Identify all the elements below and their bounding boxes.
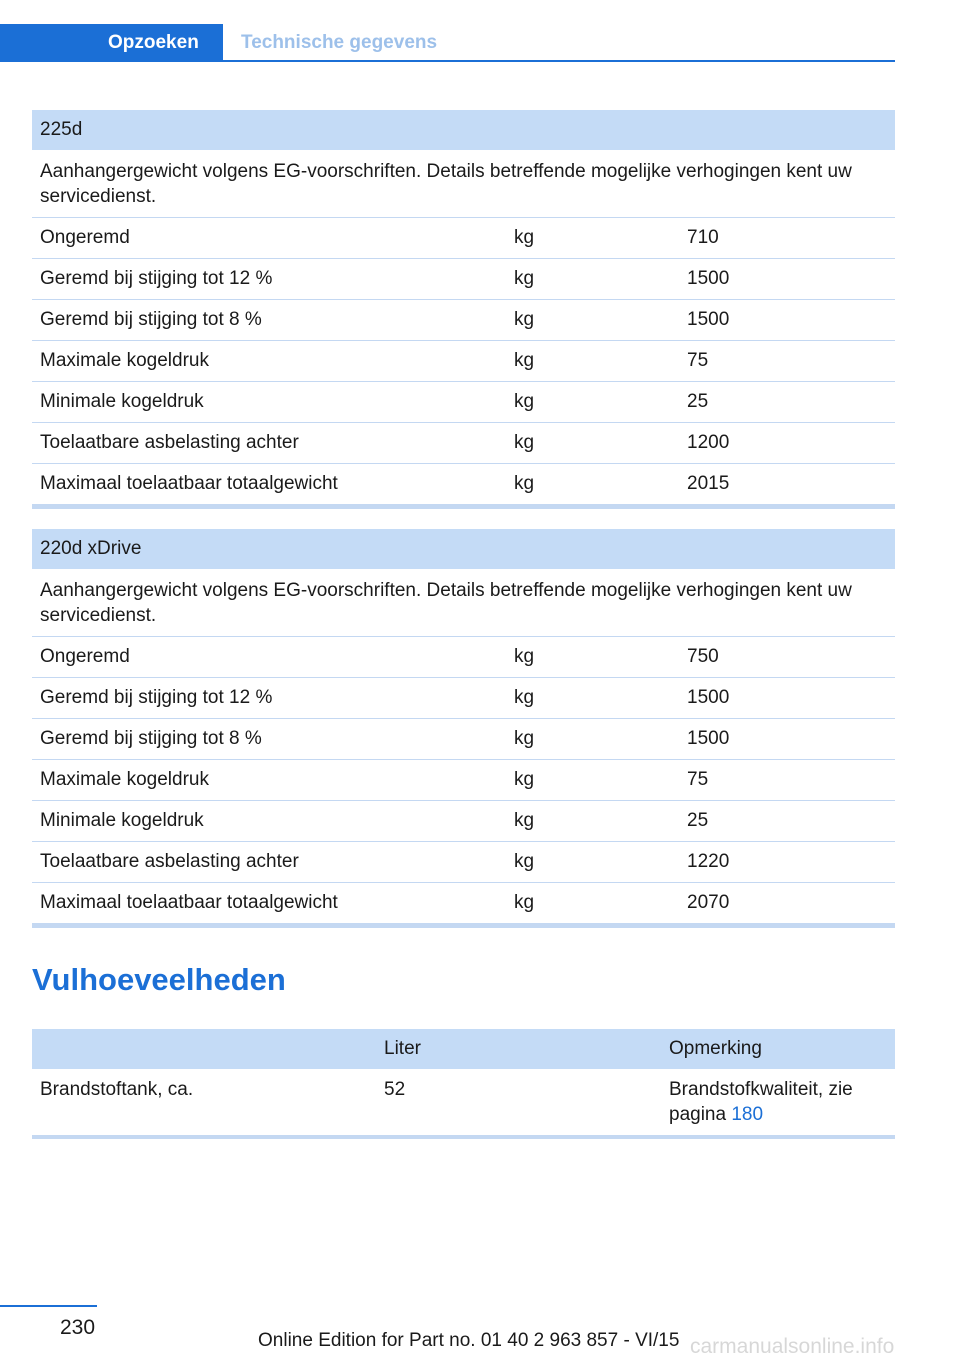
row-value: 710 [687, 227, 719, 248]
row-unit: kg [514, 687, 535, 708]
row-value: 2070 [687, 892, 730, 913]
row-label: Ongeremd [40, 227, 130, 248]
row-unit: kg [514, 646, 535, 667]
table-row [32, 423, 895, 464]
row-value: 25 [687, 391, 709, 412]
fill-quantities-table [32, 1029, 895, 1139]
row-label: Geremd bij stijging tot 12 % [40, 687, 273, 708]
row-value: 1200 [687, 432, 730, 453]
row-unit: kg [514, 728, 535, 749]
row-label: Geremd bij stijging tot 12 % [40, 268, 273, 289]
row-unit: kg [514, 892, 535, 913]
remark-text: Brandstofkwaliteit, zie pagina [669, 1079, 853, 1125]
row-unit: kg [514, 810, 535, 831]
row-label: Toelaatbare asbelasting achter [40, 432, 299, 453]
page-number: 230 [60, 1316, 96, 1339]
row-label: Maximale kogeldruk [40, 350, 209, 371]
row-unit: kg [514, 851, 535, 872]
row-value: 1500 [687, 687, 730, 708]
header-divider [0, 60, 895, 62]
row-unit: kg [514, 268, 535, 289]
table-row [32, 1069, 895, 1135]
footer-rule [0, 1305, 97, 1307]
section-title: Vulhoeveelheden [32, 962, 286, 997]
table-row [32, 842, 895, 883]
row-value: 2015 [687, 473, 730, 494]
column-header-remark: Opmerking [669, 1038, 762, 1059]
row-unit: kg [514, 432, 535, 453]
row-value: 750 [687, 646, 719, 667]
table-end-rule [32, 1135, 895, 1139]
table-row [32, 464, 895, 505]
row-unit: kg [514, 769, 535, 790]
table-row [32, 341, 895, 382]
table-row [32, 760, 895, 801]
table-title: 220d xDrive [40, 538, 142, 559]
header-bar [0, 24, 895, 62]
edition-text: Online Edition for Part no. 01 40 2 963 857 - VI/15 [258, 1330, 680, 1351]
table-description: Aanhangergewicht volgens EG-voorschriften. Details betreffende mogelijke verhogingen kent uw servicedienst. [32, 569, 895, 637]
table-description: Aanhangergewicht volgens EG-voorschriften. Details betreffende mogelijke verhogingen kent uw servicedienst. [32, 150, 895, 218]
tab-opzoeken[interactable]: Opzoeken [0, 24, 223, 62]
row-label: Maximaal toelaatbaar totaalgewicht [40, 473, 338, 494]
row-unit: kg [514, 227, 535, 248]
row-unit: kg [514, 391, 535, 412]
row-value: 75 [687, 350, 709, 371]
spec-table-220d-xdrive [32, 529, 895, 928]
row-liter: 52 [384, 1079, 406, 1100]
table-row [32, 678, 895, 719]
table-row [32, 719, 895, 760]
table-end-rule [32, 505, 895, 509]
row-value: 1500 [687, 268, 730, 289]
table-header [32, 529, 895, 569]
spec-table-225d [32, 110, 895, 509]
row-remark [669, 1077, 889, 1127]
row-label: Minimale kogeldruk [40, 391, 204, 412]
row-value: 1500 [687, 728, 730, 749]
table-row [32, 218, 895, 259]
row-label: Maximale kogeldruk [40, 769, 209, 790]
table-row [32, 259, 895, 300]
row-label: Maximaal toelaatbaar totaalgewicht [40, 892, 338, 913]
table-row [32, 883, 895, 924]
table-row [32, 637, 895, 678]
watermark: carmanualsonline.info [690, 1335, 895, 1358]
row-value: 1500 [687, 309, 730, 330]
row-unit: kg [514, 473, 535, 494]
table-header [32, 1029, 895, 1069]
row-label: Ongeremd [40, 646, 130, 667]
tab-technische-gegevens[interactable]: Technische gegevens [241, 32, 438, 53]
row-label: Toelaatbare asbelasting achter [40, 851, 299, 872]
row-label: Brandstoftank, ca. [40, 1079, 194, 1100]
row-value: 1220 [687, 851, 730, 872]
table-header [32, 110, 895, 150]
row-value: 75 [687, 769, 709, 790]
row-label: Minimale kogeldruk [40, 810, 204, 831]
table-row [32, 300, 895, 341]
table-title: 225d [40, 119, 83, 140]
row-unit: kg [514, 350, 535, 371]
table-end-rule [32, 924, 895, 928]
table-row [32, 801, 895, 842]
table-row [32, 382, 895, 423]
row-unit: kg [514, 309, 535, 330]
row-label: Geremd bij stijging tot 8 % [40, 728, 262, 749]
row-label: Geremd bij stijging tot 8 % [40, 309, 262, 330]
column-header-liter: Liter [384, 1038, 421, 1059]
page-link[interactable]: 180 [731, 1104, 764, 1125]
row-value: 25 [687, 810, 709, 831]
